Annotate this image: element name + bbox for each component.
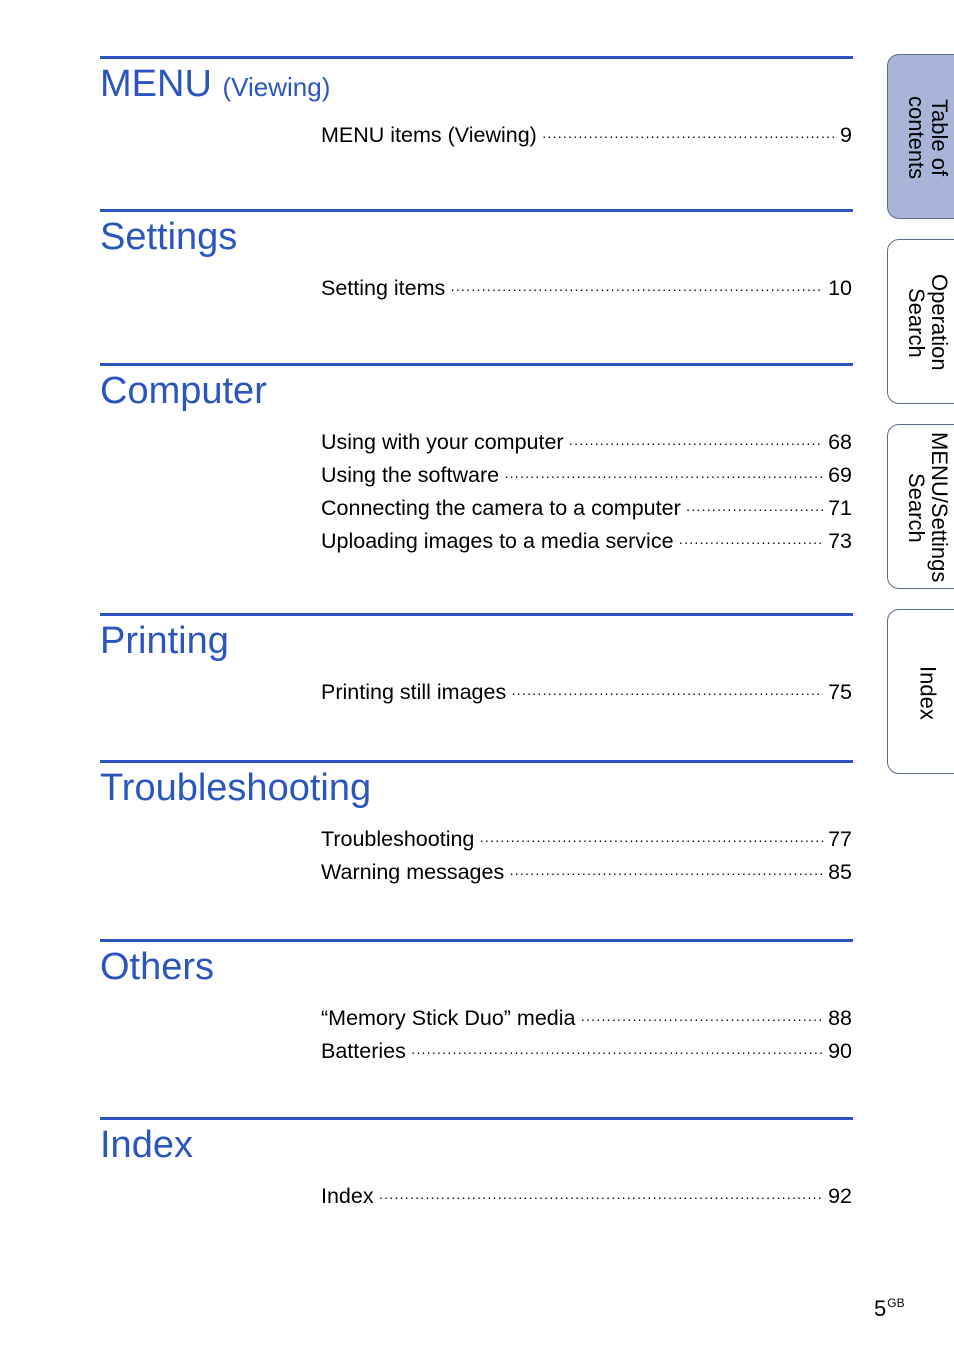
entry-list — [321, 1180, 852, 1213]
section-title — [100, 61, 330, 110]
section-troubleshooting — [100, 760, 853, 884]
entry-label: MENU items (Viewing) — [321, 123, 537, 147]
toc-entry[interactable] — [321, 823, 852, 856]
toc-entry[interactable] — [321, 459, 852, 492]
toc-entry[interactable] — [321, 1035, 852, 1068]
dot-leader — [542, 120, 835, 153]
tab-label: Operation Search — [904, 274, 952, 371]
section-title: Settings — [100, 216, 238, 258]
entry-label: Uploading images to a media service — [321, 529, 674, 553]
section-title: Computer — [100, 370, 267, 412]
entry-page-number: 85 — [828, 860, 852, 884]
entry-page-number: 71 — [828, 496, 852, 520]
entry-label: Warning messages — [321, 860, 505, 884]
entry-list — [321, 272, 852, 305]
page-number — [874, 1290, 905, 1322]
page-number-value: 5 — [874, 1296, 887, 1321]
dot-leader — [450, 273, 823, 306]
toc-entry[interactable] — [321, 676, 852, 709]
entry-page-number: 77 — [828, 827, 852, 851]
dot-leader — [679, 526, 824, 559]
tab-menu-settings-search[interactable] — [887, 424, 954, 589]
section-title: Printing — [100, 620, 229, 662]
entry-page-number: 10 — [828, 276, 852, 300]
entry-page-number: 90 — [828, 1039, 852, 1063]
entry-label: Printing still images — [321, 680, 507, 704]
tab-label-wrap — [902, 425, 954, 590]
section-computer — [100, 363, 853, 553]
dot-leader — [569, 427, 824, 460]
toc-entry[interactable] — [321, 492, 852, 525]
entry-label: Connecting the camera to a computer — [321, 496, 681, 520]
tab-index[interactable] — [887, 609, 954, 774]
page-number-suffix: GB — [887, 1296, 905, 1310]
entry-page-number: 92 — [828, 1184, 852, 1208]
entry-list — [321, 1002, 852, 1068]
toc-entry[interactable] — [321, 525, 852, 558]
entry-list — [321, 823, 852, 889]
section-menu-viewing — [100, 56, 853, 147]
entry-label: “Memory Stick Duo” media — [321, 1006, 576, 1030]
entry-list — [321, 426, 852, 558]
entry-label: Using with your computer — [321, 430, 564, 454]
section-title-text: MENU — [100, 63, 212, 105]
tab-label: MENU/Settings Search — [904, 432, 952, 583]
tab-label: Table of contents — [904, 95, 952, 180]
toc-entry[interactable] — [321, 1180, 852, 1213]
dot-leader — [686, 493, 823, 526]
entry-page-number: 69 — [828, 463, 852, 487]
section-title: Index — [100, 1124, 193, 1166]
toc-entry[interactable] — [321, 272, 852, 305]
entry-label: Index — [321, 1184, 374, 1208]
entry-label: Troubleshooting — [321, 827, 475, 851]
entry-page-number: 73 — [828, 529, 852, 553]
tab-label-wrap — [902, 240, 954, 405]
entry-label: Setting items — [321, 276, 446, 300]
section-title: Others — [100, 946, 215, 988]
tab-operation-search[interactable] — [887, 239, 954, 404]
section-settings — [100, 209, 853, 300]
toc-entry[interactable] — [321, 119, 852, 152]
entry-page-number: 75 — [828, 680, 852, 704]
dot-leader — [511, 677, 823, 710]
entry-page-number: 9 — [840, 123, 852, 147]
dot-leader — [504, 460, 823, 493]
dot-leader — [379, 1181, 823, 1214]
toc-entry[interactable] — [321, 426, 852, 459]
section-index — [100, 1117, 853, 1208]
tab-label-wrap — [902, 610, 954, 775]
entry-label: Using the software — [321, 463, 500, 487]
entry-label: Batteries — [321, 1039, 406, 1063]
section-others — [100, 939, 853, 1063]
section-printing — [100, 613, 853, 704]
section-subtitle: (Viewing) — [222, 72, 331, 102]
tab-label-wrap — [902, 55, 954, 220]
dot-leader — [479, 824, 823, 857]
dot-leader — [580, 1003, 823, 1036]
entry-list — [321, 119, 852, 152]
tab-label: Index — [915, 665, 941, 720]
entry-page-number: 88 — [828, 1006, 852, 1030]
toc-entry[interactable] — [321, 1002, 852, 1035]
section-title: Troubleshooting — [100, 767, 372, 809]
entry-list — [321, 676, 852, 709]
tab-table-of-contents[interactable] — [887, 54, 954, 219]
entry-page-number: 68 — [828, 430, 852, 454]
toc-entry[interactable] — [321, 856, 852, 889]
dot-leader — [411, 1036, 823, 1069]
dot-leader — [509, 857, 823, 890]
